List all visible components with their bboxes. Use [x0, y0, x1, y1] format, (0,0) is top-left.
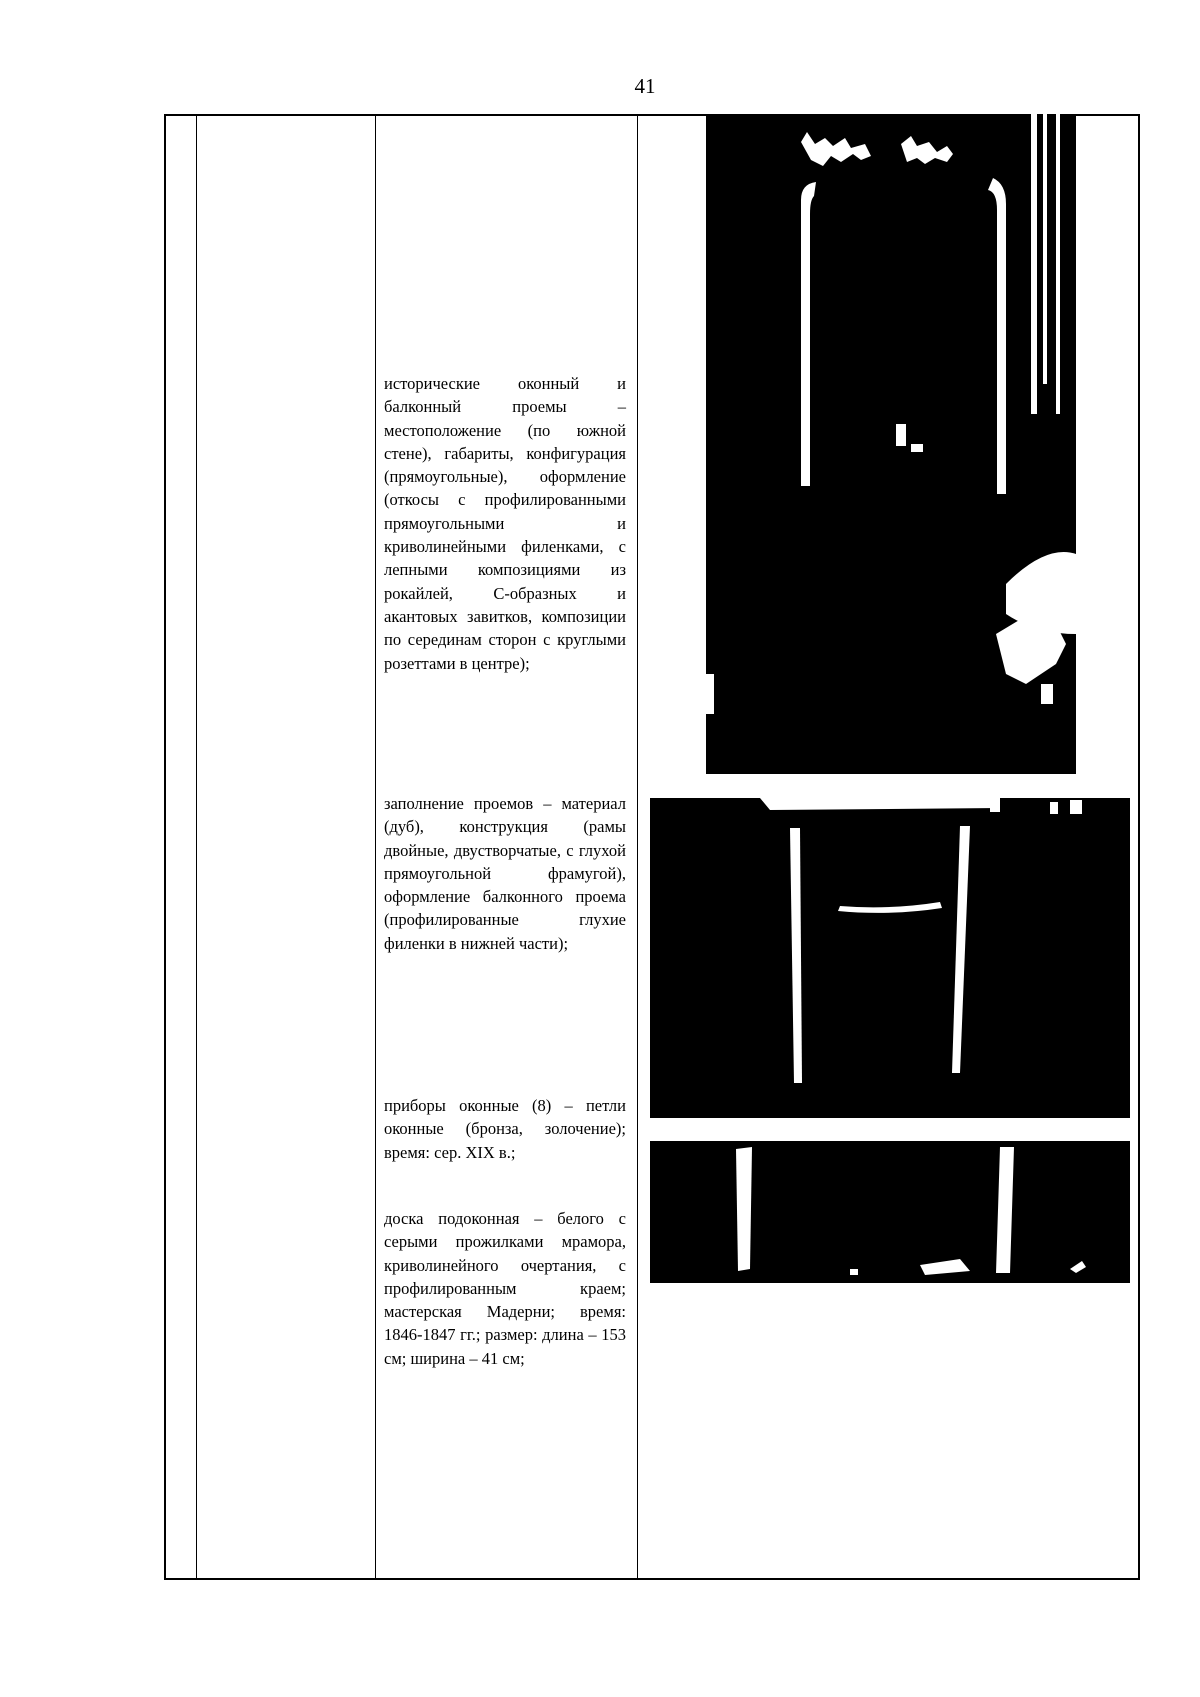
photo-window-sill-image [650, 1141, 1130, 1283]
description-opening-fillings: заполнение проемов – материал (дуб), конструкция (рамы двойные, двустворчатые, с глухой прямоугольной фрамугой), оформление балконного проема (профилированные глухие филенки в нижней части); [384, 794, 626, 953]
column-divider [637, 116, 638, 1578]
photo-opening-filling [650, 798, 1130, 1118]
description-window-fittings: приборы оконные (8) – петли оконные (бронза, золочение); время: сер. XIX в.; [384, 1096, 626, 1162]
column-divider [375, 116, 376, 1578]
photo-opening-filling-image [650, 798, 1130, 1118]
column-divider [196, 116, 197, 1578]
photo-window-sill [650, 1141, 1130, 1283]
photo-window-opening-image [706, 114, 1076, 774]
photo-window-opening [706, 114, 1076, 774]
description-window-sill: доска подоконная – белого с серыми прожилками мрамора, криволинейного очертания, с профилированным краем; мастерская Мадерни; время: 1846-1847 гг.; размер: длина – 153 см; ширина – 41 см; [384, 1209, 626, 1368]
description-window-openings: исторические оконный и балконный проемы – местоположение (по южной стене), габариты, конфигурация (прямоугольные), оформление (откосы с профилированными прямоугольными и криволинейными филенками, с лепными композициями из рокайлей, С-образных и акантовых завитков, композиции по серединам сторон с круглыми розеттами в центре); [384, 374, 626, 673]
page-number: 41 [634, 74, 656, 98]
